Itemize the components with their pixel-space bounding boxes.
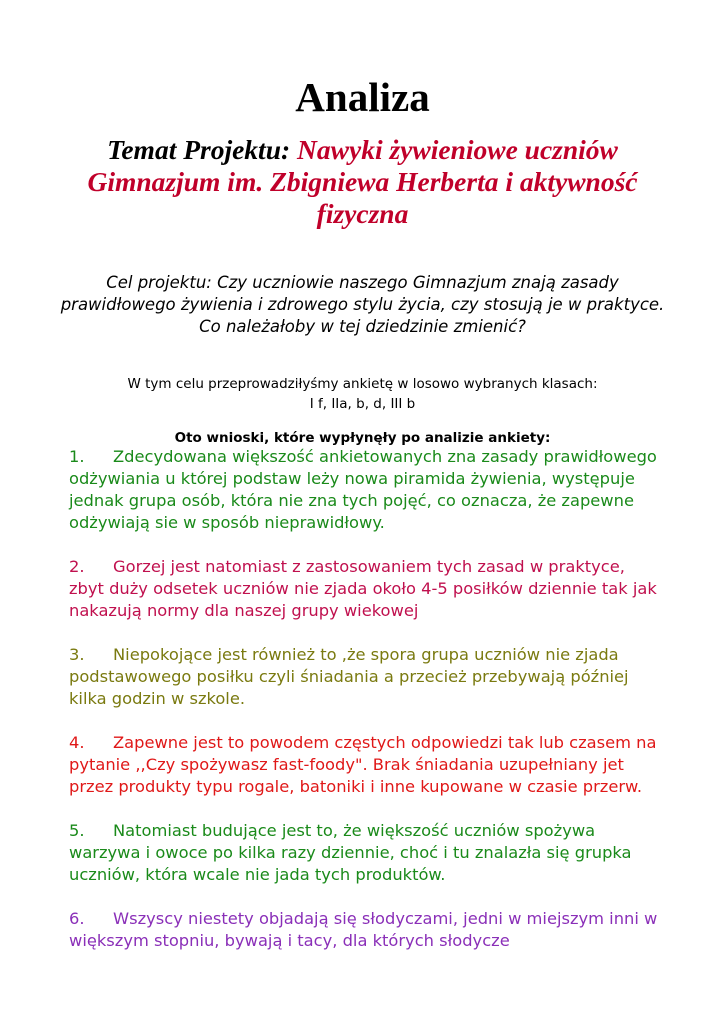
- subject-separator: :: [281, 134, 291, 165]
- method-description: W tym celu przeprowadziłyśmy ankietę w losowo wybranych klasach:: [127, 376, 598, 392]
- item-text: Niepokojące jest również to ,że spora grupa uczniów nie zjada podstawowego posiłku czyli śniadania a przecież przebywają później kilka godzin w szkole.: [69, 645, 629, 708]
- list-item: [69, 732, 659, 798]
- item-text: Zapewne jest to powodem częstych odpowiedzi tak lub czasem na pytanie ,,Czy spożywasz fast-foody". Brak śniadania uzupełniany jet przez produkty typu rogale, batoniki i inne kupowane w czasie przerw.: [69, 733, 657, 796]
- project-subject: [80, 134, 645, 230]
- survey-method: [60, 374, 665, 414]
- item-number: 2.: [69, 557, 85, 576]
- project-goal: [60, 272, 665, 338]
- goal-question: Cel projektu: Czy uczniowie naszego Gimnazjum znają zasady prawidłowego żywienia i zdrowego stylu życia, czy stosują je w praktyce.: [60, 273, 665, 314]
- document-title: Analiza: [295, 74, 430, 120]
- list-item: [69, 644, 659, 710]
- subject-label: Temat Projektu: [107, 134, 281, 165]
- item-number: 6.: [69, 909, 85, 928]
- subject-topic: Nawyki żywieniowe uczniów Gimnazjum im. Zbigniewa Herberta i aktywność fizyczna: [87, 134, 638, 229]
- list-item: [69, 446, 659, 534]
- list-item: [69, 820, 659, 886]
- conclusions-heading: Oto wnioski, które wypłynęły po analizie ankiety:: [174, 430, 551, 446]
- item-text: Wszyscy niestety objadają się słodyczami, jedni w miejszym inni w większym stopniu, bywają i tacy, dla których słodycze: [69, 909, 658, 950]
- item-text: Zdecydowana większość ankietowanych zna zasady prawidłowego odżywiania u której podstaw leży nowa piramida żywienia, występuje jednak grupa osób, która nie zna tych pojęć, co oznacza, że zapewne odżywiają sie w sposób nieprawidłowy.: [69, 447, 657, 532]
- conclusions-list: [69, 446, 659, 974]
- item-text: Natomiast budujące jest to, że większość uczniów spożywa warzywa i owoce po kilka razy dziennie, choć i tu znalazła się grupka uczniów, która wcale nie jada tych produktów.: [69, 821, 632, 884]
- list-item: [69, 556, 659, 622]
- method-classes: I f, IIa, b, d, III b: [309, 396, 416, 412]
- item-number: 4.: [69, 733, 85, 752]
- list-item: [69, 908, 659, 952]
- item-number: 5.: [69, 821, 85, 840]
- item-number: 3.: [69, 645, 85, 664]
- item-number: 1.: [69, 447, 85, 466]
- goal-followup: Co należałoby w tej dziedzinie zmienić?: [199, 317, 526, 336]
- item-text: Gorzej jest natomiast z zastosowaniem tych zasad w praktyce, zbyt duży odsetek uczniów nie zjada około 4-5 posiłków dziennie tak jak nakazują normy dla naszej grupy wiekowej: [69, 557, 657, 620]
